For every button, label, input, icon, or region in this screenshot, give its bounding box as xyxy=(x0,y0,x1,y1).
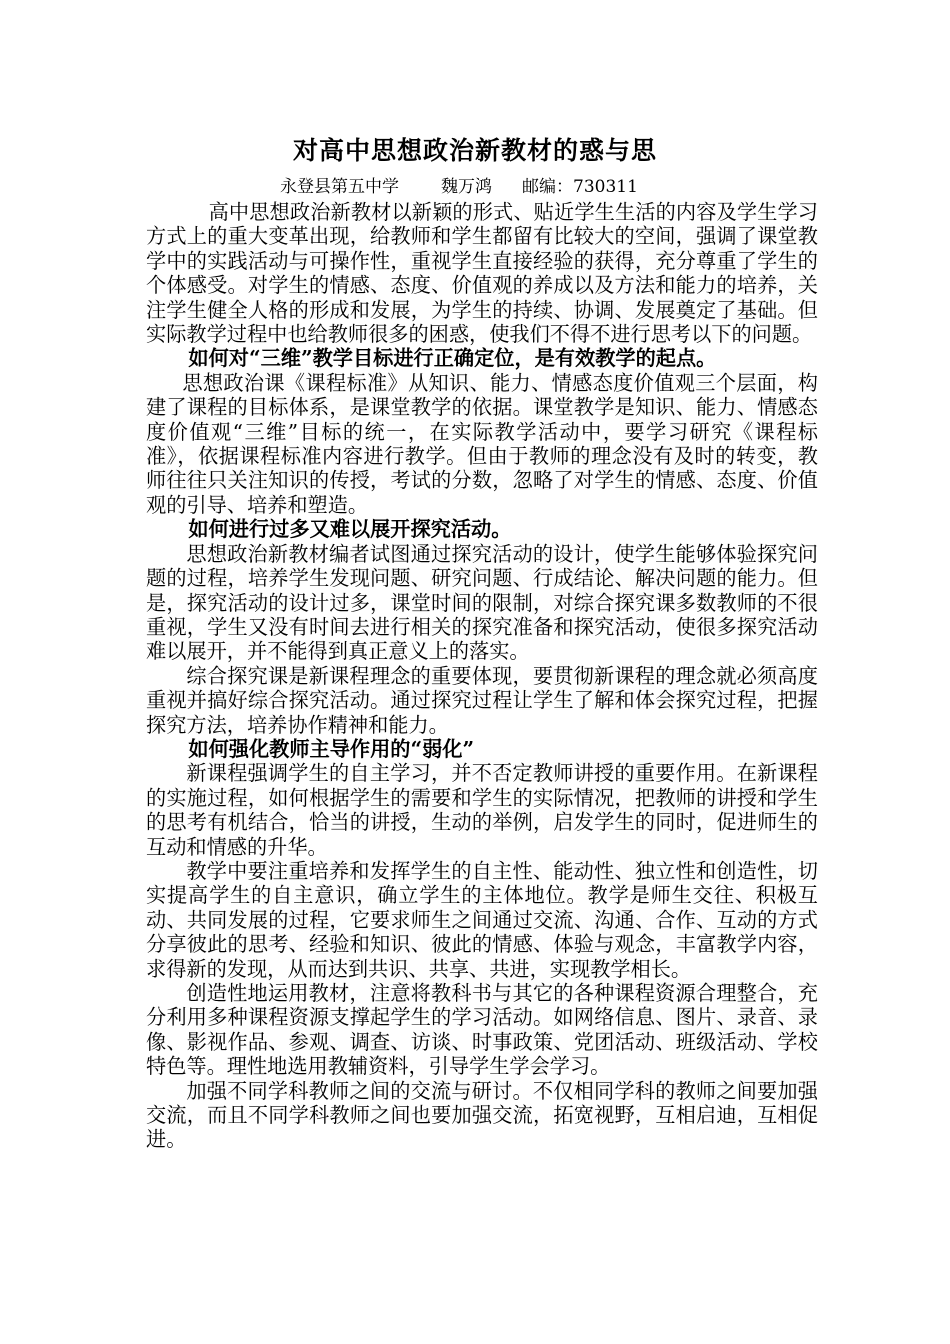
paragraph: 教学中要注重培养和发挥学生的自主性、能动性、独立性和创造性，切实提高学生的自主意识，确立学生的主体地位。教学是师生交往、积极互动、共同发展的过程，它要求师生之间通过交流、沟通、合作、互动的方式分享彼此的思考、经验和知识、彼此的情感、体验与观念，丰富教学内容，求得新的发现，从而达到共识、共享、共进，实现教学相长。 xyxy=(146,858,818,981)
byline-school: 永登县第五中学 xyxy=(280,177,399,197)
document-title: 对高中思想政治新教材的惑与思 xyxy=(292,136,657,165)
section-heading: 如何进行过多又难以展开探究活动。 xyxy=(188,517,512,542)
paragraph: 新课程强调学生的自主学习，并不否定教师讲授的重要作用。在新课程的实施过程，如何根据学生的需要和学生的实际情况，把教师的讲授和学生的思考有机结合，恰当的讲授，生动的举例，启发学生的同时，促进师生的互动和情感的升华。 xyxy=(146,761,818,859)
byline-postcode: 邮编：730311 xyxy=(522,177,638,197)
paragraph: 创造性地运用教材，注意将教科书与其它的各种课程资源合理整合，充分利用多种课程资源支撑起学生的学习活动。如网络信息、图片、录音、录像、影视作品、参观、调查、访谈、时事政策、党团活动、班级活动、学校特色等。理性地选用教辅资料，引导学生学会学习。 xyxy=(146,981,818,1079)
byline xyxy=(280,176,638,198)
paragraph: 思想政治课《课程标准》从知识、能力、情感态度价值观三个层面，构建了课程的目标体系，是课堂教学的依据。课堂教学是知识、能力、情感态度价值观“三维”目标的统一，在实际教学活动中，要学习研究《课程标准》，依据课程标准内容进行教学。但由于教师的理念没有及时的转变，教师往往只关注知识的传授，考试的分数，忽略了对学生的情感、态度、价值观的引导、培养和塑造。 xyxy=(146,370,818,517)
paragraph: 加强不同学科教师之间的交流与研讨。不仅相同学科的教师之间要加强交流，而且不同学科教师之间也要加强交流，拓宽视野，互相启迪，互相促进。 xyxy=(146,1078,818,1152)
document-body xyxy=(146,200,818,1152)
paragraph: 综合探究课是新课程理念的重要体现，要贯彻新课程的理念就必须高度重视并搞好综合探究活动。通过探究过程让学生了解和体会探究过程，把握探究方法，培养协作精神和能力。 xyxy=(146,663,818,737)
byline-author: 魏万鸿 xyxy=(441,177,492,197)
paragraph: 思想政治新教材编者试图通过探究活动的设计，使学生能够体验探究问题的过程，培养学生发现问题、研究问题、行成结论、解决问题的能力。但是，探究活动的设计过多，课堂时间的限制，对综合探究课多数教师的不很重视，学生又没有时间去进行相关的探究准备和探究活动，使很多探究活动难以展开，并不能得到真正意义上的落实。 xyxy=(146,541,818,664)
section-heading: 如何强化教师主导作用的“弱化” xyxy=(188,736,475,761)
paragraph: 高中思想政治新教材以新颖的形式、贴近学生生活的内容及学生学习方式上的重大变革出现，给教师和学生都留有比较大的空间，强调了课堂教学中的实践活动与可操作性，重视学生直接经验的获得，充分尊重了学生的个体感受。对学生的情感、态度、价值观的养成以及方法和能力的培养，关注学生健全人格的形成和发展，为学生的持续、协调、发展奠定了基础。但实际教学过程中也给教师很多的困惑，使我们不得不进行思考以下的问题。 xyxy=(146,200,818,347)
section-heading: 如何对“三维”教学目标进行正确定位，是有效教学的起点。 xyxy=(188,346,717,371)
